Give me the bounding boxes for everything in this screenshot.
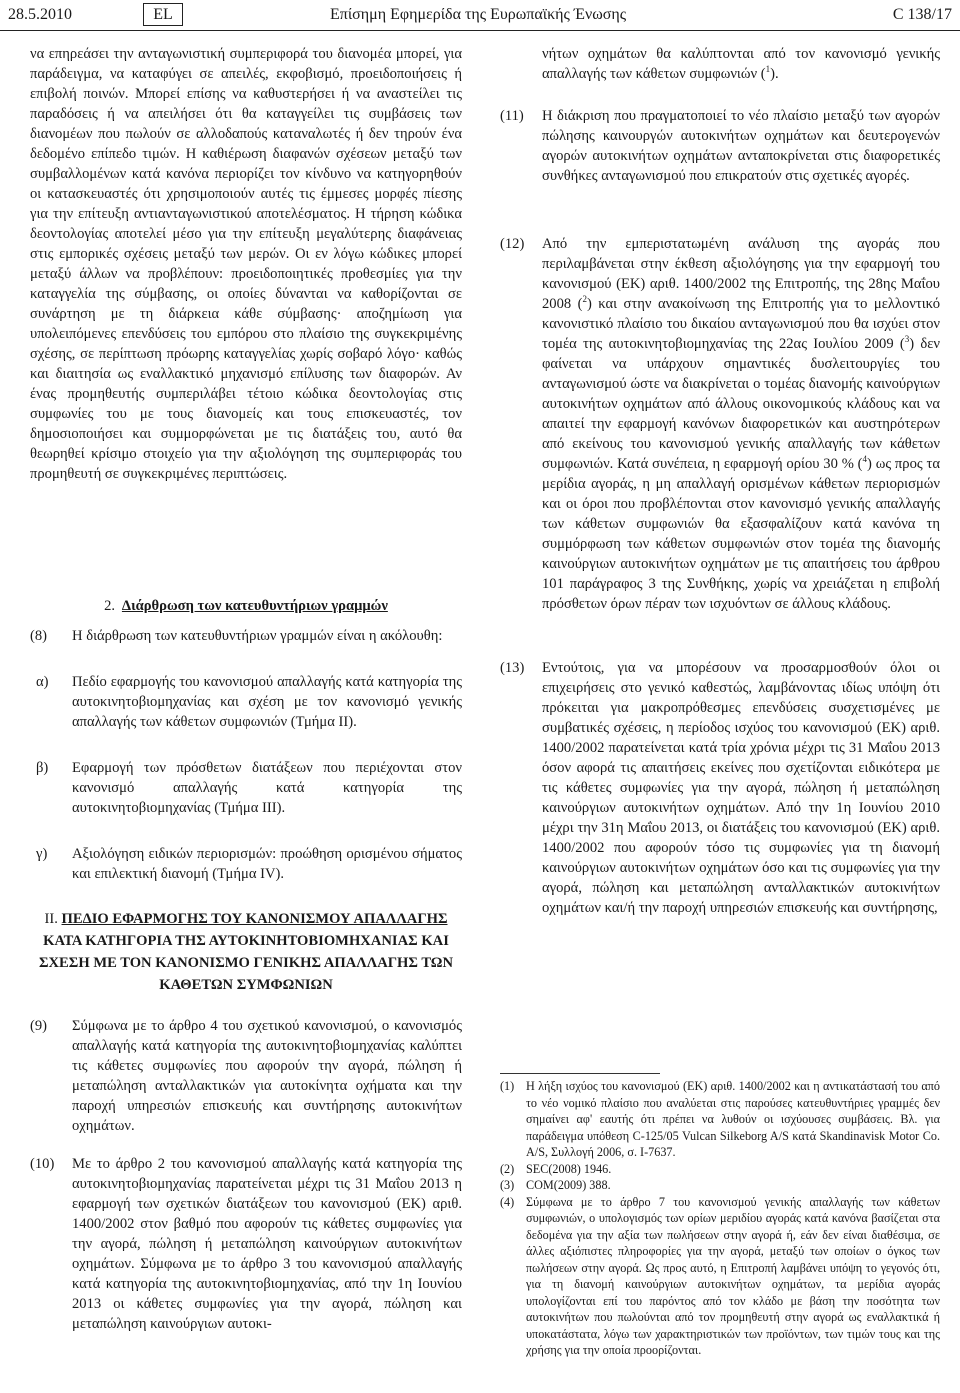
section-title-line1: ΠΕΔΙΟ ΕΦΑΡΜΟΓΗΣ ΤΟΥ ΚΑΝΟΝΙΣΜΟΥ ΑΠΑΛΛΑΓΗΣ (61, 911, 448, 927)
list-item-c (36, 844, 462, 884)
footnote-number: (4) (500, 1194, 515, 1209)
header-date: 28.5.2010 (8, 6, 72, 23)
paragraph-text: Εντούτοις, για να μπορέσουν να προσαρμοσθούν όλοι οι επιχειρήσεις στο γενικό καθεστώς, λαμβάνοντας ιδίως υπόψη ότι πρόκειται για μακροπρόθεσμες επενδύσεις συσχετισμένες με συμβατικές σχέσεις, η περίοδος ισχύος του κανονισμού (ΕΚ) αριθ. 1400/2002 παρατείνεται κατά τρία χρόνια μέχρι τις 31 Μαΐου 2013 όσον αφορά τις απαιτήσεις εκείνες που σχετίζονται ειδικότερα με τις κάθετες συμφωνίες για την αγορά, πώληση ή μεταπώληση καινούργιων αυτοκινήτων οχημάτων. Από την 1η Ιουνίου 2010 μέχρι την 31η Μαΐου 2013, οι διατάξεις του κανονισμού (ΕΚ) αριθ. 1400/2002 που αφορούν τόσο τις συμφωνίες για τη διανομή καινούργιων αυτοκινήτων οχημάτων όσο και τις συμφωνίες για την αγορά, πώληση και μεταπώληση ανταλλακτικών αυτοκινήτων οχημάτων και/ή την παροχή υπηρεσιών επισκευής και συντήρησης, (542, 660, 940, 916)
text-run: ) δεν φαίνεται να υπάρχουν σημαντικές δυσλειτουργίες του ανταγωνισμού ώστε να διακρίνεται ο τομέας διανομής καινούργιων αυτοκινήτων οχημάτων από άλλους οικονομικούς κλάδους και να απαιτεί την εφαρμογή κανόνων διαφορετικών και αυστηρότερων από εκείνους του κανονισμού γενικής απαλλαγής των κάθετων συμφωνιών. Κατά συνέπεια, η εφαρμογή ορίου 30 % ( (542, 336, 940, 472)
list-text: Αξιολόγηση ειδικών περιορισμών: προώθηση ορισμένου σήματος και επιλεκτική διανομή (Τμήμα IV). (72, 846, 462, 882)
section-heading-II (30, 908, 462, 996)
section-heading-2 (30, 596, 462, 616)
section-number: 2. (104, 598, 116, 614)
footnote-ref[interactable]: 4 (862, 454, 868, 465)
text-run: ). (770, 66, 779, 82)
paragraph-text: Σύμφωνα με το άρθρο 4 του σχετικού κανονισμού, ο κανονισμός απαλλαγής κατά κατηγορία της αυτοκινητοβιομηχανίας καλύπτει τις κάθετες συμφωνίες που αφορούν την αγορά, πώληση ή μεταπώληση ανταλλακτικών για αυτοκίνητα οχήματα και την παροχή υπηρεσιών επισκευής και συντήρησης αυτοκινήτων οχημάτων. (72, 1018, 462, 1134)
section-title: Διάρθρωση των κατευθυντήριων γραμμών (121, 598, 388, 614)
paragraph-12 (500, 234, 940, 614)
list-item-b (36, 758, 462, 818)
footnote-text: Σύμφωνα με το άρθρο 7 του κανονισμού γενικής απαλλαγής των κάθετων συμφωνιών, ο υπολογισμός των ορίων μεριδίου αγοράς κατά κανόνα βασίζεται στα δεδομένα για την αξία των πωλήσεων στην αγορά ή, εάν δεν είναι διαθέσιμα, σε άλλες αξιόπιστες πληροφορίες για την αγορά, μεταξύ των οποίων ο όγκος των πωλήσεων στην αγορά. Ως προς αυτό, η Επιτροπή λαμβάνει υπόψη το γεγονός ότι, για τη διανομή καινούργιων αυτοκινήτων οχημάτων, τα μερίδια αγοράς υπολογίζονται επί του παρόντος από τον κλάδο με βάση την ποσότητα των αυτοκινήτων που πωλούνται από τον προμηθευτή στην αγορά ως εναλλακτικά ή υποκατάστατα, λόγω των χαρακτηριστικών των προϊόντων, των τιμών τους και της χρήσης για την οποία προορίζονται. (526, 1194, 940, 1357)
section-number: II. (44, 911, 58, 927)
page-header (0, 0, 960, 31)
intro-paragraph: να επηρεάσει την ανταγωνιστική συμπεριφορά του διανομέα μπορεί, για παράδειγμα, να καταφύγει σε απειλές, εκφοβισμό, προειδοποιήσεις ή επιβολή ποινών. Μπορεί επίσης να καθυστερήσει ή να αναστείλει τις παραδόσεις ή να απειλήσει ότι θα καταγγείλει τις συμβάσεις των διανομέων που πωλούν σε αλλοδαπούς καταναλωτές ή δεν τηρούν ένα δεδομένο επίπεδο τιμών. Η καθιέρωση διαφανών σχέσεων μεταξύ των συμβαλλομένων κατά κανόνα περιορίζει τον κίνδυνο να κατηγορηθούν οι κατασκευαστές ότι χρησιμοποιούν αυτές τις έμμεσες μορφές πίεσης για την επίτευξη αντιανταγωνιστικού αποτελέσματος. Η τήρηση κώδικα δεοντολογίας αποτελεί μέσο για την επίτευξη μεγαλύτερης διαφάνειας στις εμπορικές σχέσεις μεταξύ των μερών. Οι εν λόγω κώδικες μπορεί μεταξύ άλλων να προβλέπουν: προειδοποιητικές προθεσμίες για την καταγγελία της σύμβασης, οι οποίες δύνανται να καθορίζονται σε συνάρτηση με τη διάρκεια κάθε σύμβασης· αποζημίωση για υπολειπόμενες επενδύσεις του εμπόρου στο πλαίσιο της συγκεκριμένης σχέσης, σε περίπτωση πρόωρης καταγγελίας χωρίς σοβαρό λόγο· καθώς και διαιτησία ως εναλλακτικό μηχανισμό επίλυσης των διαφορών. Αν ένας προμηθευτής συμπεριλάβει τέτοιο κώδικα δεοντολογίας στις συμφωνίες του με τους διανομείς και τους επισκευαστές, τον δημοσιοποιήσει και συμμορφώνεται με τις διατάξεις του, αυτό θα θεωρηθεί κρίσιμο στοιχείο για την αξιολόγηση της συμπεριφοράς του προμηθευτή σε συγκεκριμένες περιπτώσεις. (30, 46, 462, 482)
paragraph-11 (500, 106, 940, 186)
list-text: Εφαρμογή των πρόσθετων διατάξεων που περιέχονται στον κανονισμό απαλλαγής κατά κατηγορία της αυτοκινητοβιομηχανίας (Τμήμα III). (72, 760, 462, 816)
continued-paragraph (500, 44, 940, 84)
page-reference: C 138/17 (892, 6, 952, 23)
list-text: Πεδίο εφαρμογής του κανονισμού απαλλαγής κατά κατηγορία της αυτοκινητοβιομηχανίας και σχέση με τον κανονισμό γενικής απαλλαγής των κάθετων συμφωνιών (Τμήμα II). (72, 674, 462, 730)
paragraph-text (542, 234, 940, 614)
left-column (30, 44, 462, 1334)
text-run: νήτων οχημάτων θα καλύπτονται από τον κανονισμό γενικής απαλλαγής των κάθετων συμφωνιών ( (542, 46, 940, 82)
footnote (500, 1177, 940, 1194)
footnote (500, 1194, 940, 1359)
right-column (500, 44, 940, 918)
text-run: Από την εμπεριστατωμένη ανάλυση της αγοράς που περιλαμβάνεται στην έκθεση αξιολόγησης για την εφαρμογή του κανονισμού (ΕΚ) αριθ. 1400/2002 της Επιτροπής, της 28ης Μαΐου 2008 ( (542, 236, 940, 312)
footnote-divider (500, 1073, 660, 1074)
paragraph-number: (12) (500, 236, 525, 252)
footnotes (500, 1078, 940, 1359)
footnote (500, 1078, 940, 1161)
footnote-ref[interactable]: 1 (765, 64, 771, 75)
footnote-number: (3) (500, 1178, 515, 1192)
footnote-ref[interactable]: 2 (582, 294, 587, 305)
paragraph-number: (10) (30, 1156, 55, 1172)
footnote (500, 1161, 940, 1178)
paragraph-text: Η διάρθρωση των κατευθυντήριων γραμμών είναι η ακόλουθη: (72, 628, 443, 644)
list-marker: γ) (36, 846, 48, 862)
text-run: ) και στην ανακοίνωση της Επιτροπής για το μελλοντικό κανονιστικό πλαίσιο του δικαίου ανταγωνισμού που θα ισχύει στον τομέα της αυτοκινητοβιομηχανίας της 22ας Ιουλίου 2009 ( (542, 296, 941, 352)
paragraph-number: (11) (500, 108, 524, 124)
list-item-a (36, 672, 462, 732)
paragraph-10 (30, 1154, 462, 1334)
footnote-text: Η λήξη ισχύος του κανονισμού (ΕΚ) αριθ. 1400/2002 και η αντικατάστασή του από το νέο νομικό πλαίσιο που αναλύεται στις παρούσες κατευθυντήριες γραμμές δεν σημαίνει αφ' εαυτής ότι πρέπει να λυθούν οι ισχύουσες συμβάσεις. Βλ. για παράδειγμα υπόθεση C-125/05 Vulcan Silkeborg A/S κατά Skandinavisk Motor Co. A/S, Συλλογή 2006, σ. I-7637. (526, 1079, 940, 1159)
text-run: ) ως προς τα μερίδια αγοράς, η μη απαλλαγή ορισμένων κάθετων περιορισμών και οι όροι που προβλέπονται στον κανονισμό γενικής απαλλαγής των κάθετων συμφωνιών θα εξασφαλίζουν κατά κανόνα τη συμμόρφωση των κάθετων συμφωνιών στον τομέα της διανομής καινούργιων αυτοκινήτων οχημάτων με τις απαιτήσεις του άρθρου 101 παράγραφος 3 της Συνθήκης, χωρίς να χρειάζεται η επιβολή πρόσθετων όρων πέραν των ισχυόντων σε άλλους κλάδους. (542, 456, 940, 612)
paragraph-number: (13) (500, 660, 525, 676)
paragraph-9 (30, 1016, 462, 1136)
paragraph-number: (8) (30, 628, 48, 644)
paragraph-text: Η διάκριση που πραγματοποιεί το νέο πλαίσιο μεταξύ των αγορών πώλησης καινουργών αυτοκινήτων οχημάτων και δευτερογενών αγορών αυτοκινήτων οχημάτων ανταποκρίνεται στις διαφορετικές συνθήκες ανταγωνισμού που επικρατούν στις σχετικές αγορές. (542, 108, 940, 184)
paragraph-text: Με το άρθρο 2 του κανονισμού απαλλαγής κατά κατηγορία της αυτοκινητοβιομηχανίας παρατείνεται μέχρι τις 31 Μαΐου 2013 η εφαρμογή των σχετικών διατάξεων του κανονισμού (ΕΚ) αριθ. 1400/2002 στον βαθμό που αφορούν τις κάθετες συμφωνίες για την αγορά, πώληση ή μεταπώληση καινούργιων αυτοκινήτων οχημάτων. Σύμφωνα με το άρθρο 3 του κανονισμού απαλλαγής κατά κατηγορία της αυτοκινητοβιομηχανίας, από την 1η Ιουνίου 2013 οι κάθετες συμφωνίες για την αγορά, πώληση και μεταπώληση καινούργιων αυτοκι- (72, 1156, 462, 1332)
paragraph-13 (500, 658, 940, 918)
footnote-number: (2) (500, 1161, 515, 1176)
list-marker: β) (36, 760, 49, 776)
section-title-rest: ΚΑΤΑ ΚΑΤΗΓΟΡΙΑ ΤΗΣ ΑΥΤΟΚΙΝΗΤΟΒΙΟΜΗΧΑΝΙΑΣ ΚΑΙ ΣΧΕΣΗ ΜΕ ΤΟΝ ΚΑΝΟΝΙΣΜΟ ΓΕΝΙΚΗΣ ΑΠΑΛΛΑΓΗΣ ΤΩΝ ΚΑΘΕΤΩΝ ΣΥΜΦΩΝΙΩΝ (38, 933, 454, 993)
footnote-text: SEC(2008) 1946. (526, 1161, 612, 1176)
footnote-ref[interactable]: 3 (904, 334, 910, 345)
journal-title: Επίσημη Εφημερίδα της Ευρωπαϊκής Ένωσης (330, 6, 627, 23)
list-marker: α) (36, 674, 49, 690)
paragraph-8 (30, 626, 462, 646)
paragraph-number: (9) (30, 1018, 48, 1034)
language-badge: EL (143, 3, 183, 26)
footnote-text: COM(2009) 388. (526, 1178, 611, 1192)
footnote-number: (1) (500, 1079, 515, 1093)
